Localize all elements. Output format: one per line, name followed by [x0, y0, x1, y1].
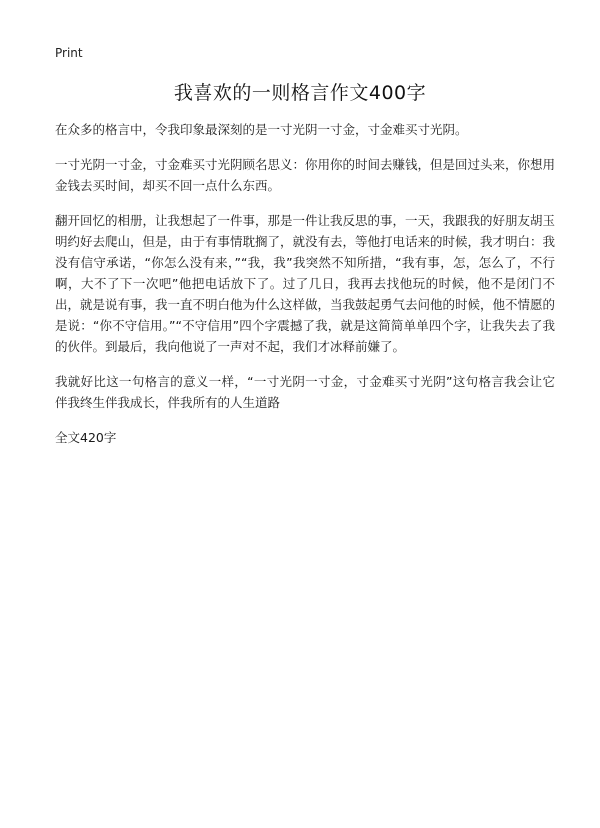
- article-title: 我喜欢的一则格言作文400字: [173, 82, 427, 104]
- paragraph-2: 一寸光阴一寸金，寸金难买寸光阴顾名思义：你用你的时间去赚钱，但是回过头来，你想用金钱去买时间，却买不回一点什么东西。: [55, 157, 556, 193]
- paragraph-1: 在众多的格言中，令我印象最深刻的是一寸光阴一寸金，寸金难买寸光阴。: [55, 122, 468, 137]
- paragraph-3: 翻开回忆的相册，让我想起了一件事，那是一件让我反思的事，一天，我跟我的好朋友胡玉明约好去爬山，但是，由于有事情耽搁了，就没有去，等他打电话来的时候，我才明白：我没有信守承诺，“你怎么没有来，”“我，我”我突然不知所措，“我有事，怎，怎么了，不行啊，大不了下一次吧”他把电话放下了。过了几日，我再去找他玩的时候，他不是闭门不出，就是说有事，我一直不明白他为什么这样做，当我鼓起勇气去问他的时候，他不情愿的是说：“你不守信用。”“不守信用”四个字震撼了我，就是这简简单单四个字，让我失去了我的伙伴。到最后，我向他说了一声对不起，我们才冰释前嫌了。: [55, 213, 556, 354]
- word-count: 全文420字: [55, 430, 117, 445]
- article-body: [55, 119, 555, 462]
- paragraph-4: 我就好比这一句格言的意义一样，“一寸光阴一寸金，寸金难买寸光阴”这句格言我会让它伴我终生伴我成长，伴我所有的人生道路: [55, 374, 555, 410]
- print-link[interactable]: Print: [55, 46, 83, 60]
